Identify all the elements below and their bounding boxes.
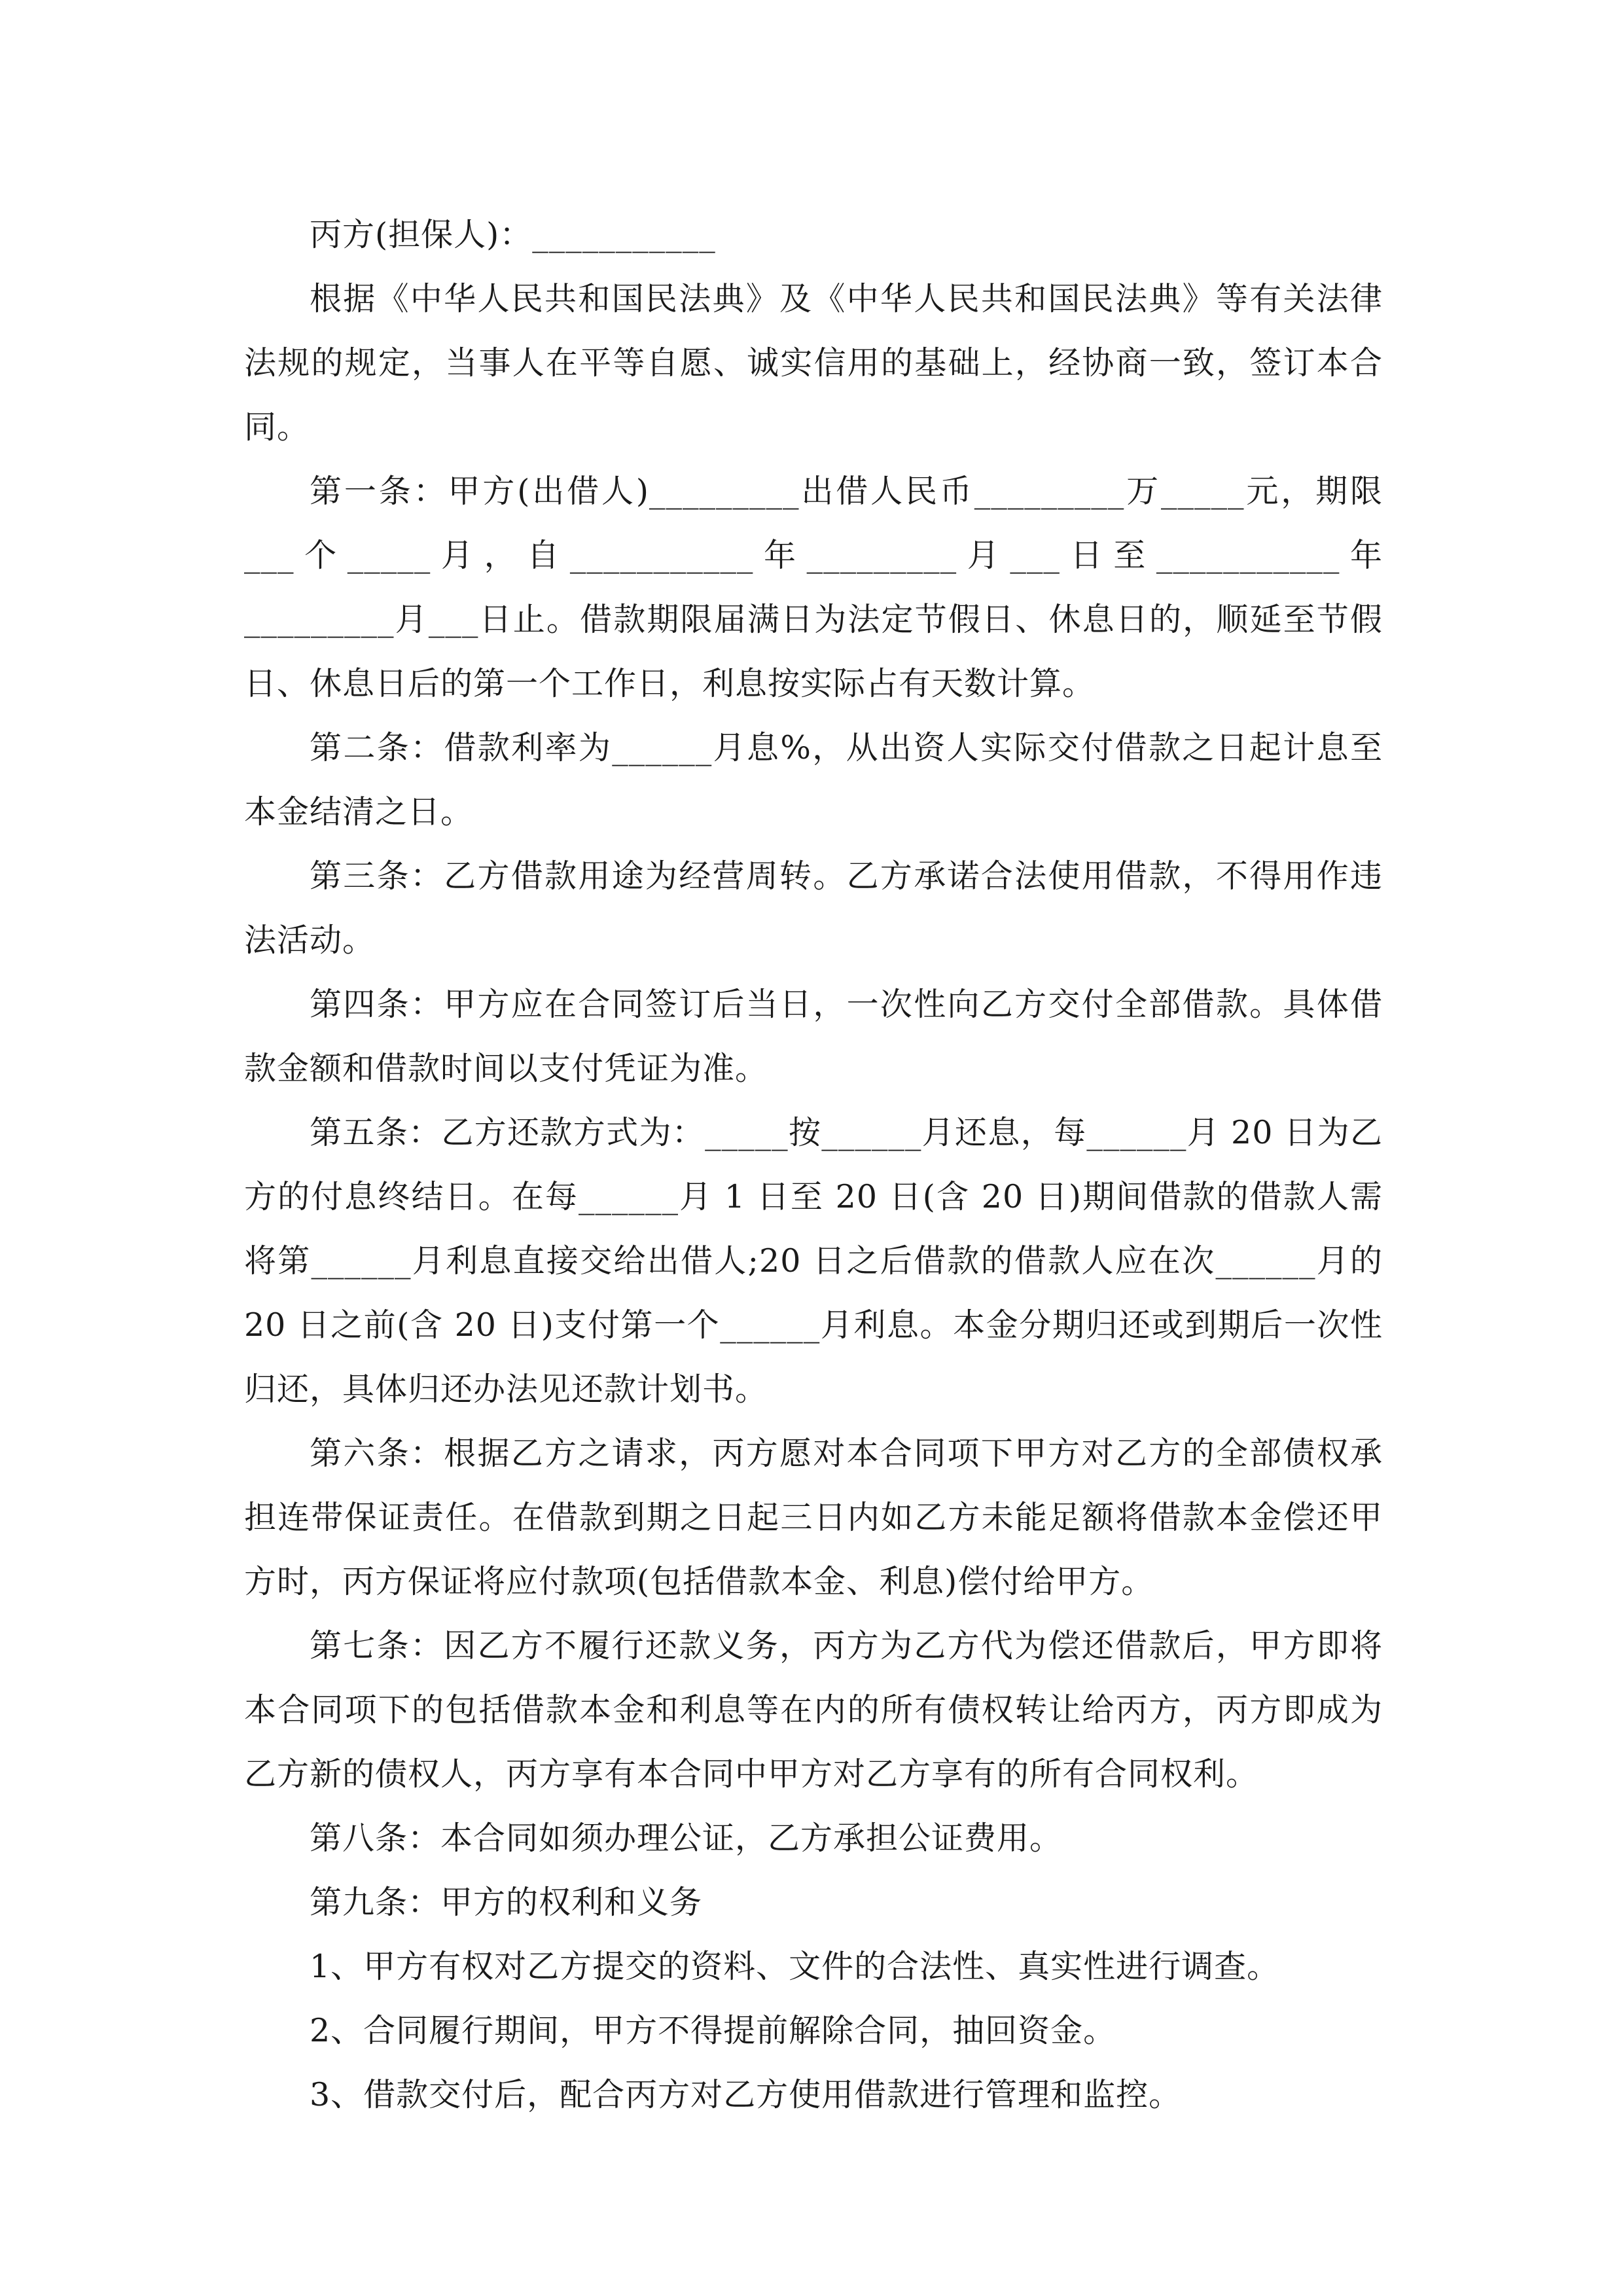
article-5: 第五条：乙方还款方式为：_____按______月还息，每______月 20 日为乙方的付息终结日。在每______月 1 日至 20 日(含 20 日)期间借款的借款人需将第______月利息直接交给出借人;20 日之后借款的借款人应在次______月的 20 日之前(含 20 日)支付第一个______月利息。本金分期归还或到期后一次性归还，具体归还办法见还款计划书。 xyxy=(244,1114,1383,1408)
article-9-item-1: 1、甲方有权对乙方提交的资料、文件的合法性、真实性进行调查。 xyxy=(310,1948,1280,1985)
article-4: 第四条：甲方应在合同签订后当日，一次性向乙方交付全部借款。具体借款金额和借款时间以支付凭证为准。 xyxy=(244,986,1383,1087)
article-7: 第七条：因乙方不履行还款义务，丙方为乙方代为偿还借款后，甲方即将本合同项下的包括借款本金和利息等在内的所有债权转让给丙方，丙方即成为乙方新的债权人，丙方享有本合同中甲方对乙方享有的所有合同权利。 xyxy=(244,1627,1383,1793)
article-8: 第八条：本合同如须办理公证，乙方承担公证费用。 xyxy=(310,1820,1063,1857)
article-9-item-3: 3、借款交付后，配合丙方对乙方使用借款进行管理和监控。 xyxy=(310,2076,1182,2113)
article-1: 第一条：甲方(出借人)_________出借人民币_________万_____元，期限___个_____月，自___________年_________月___日至___________年_________月___日止。借款期限届满日为法定节假日、休息日的，顺延至节假日、休息日后的第一个工作日，利息按实际占有天数计算。 xyxy=(244,473,1383,702)
contract-page xyxy=(244,203,1383,2127)
article-2: 第二条：借款利率为______月息%，从出资人实际交付借款之日起计息至本金结清之日。 xyxy=(244,729,1383,831)
article-9-heading: 第九条：甲方的权利和义务 xyxy=(310,1884,703,1921)
article-9-item-2: 2、合同履行期间，甲方不得提前解除合同，抽回资金。 xyxy=(310,2012,1116,2049)
guarantor-line: 丙方(担保人)：___________ xyxy=(310,216,716,253)
article-3: 第三条：乙方借款用途为经营周转。乙方承诺合法使用借款，不得用作违法活动。 xyxy=(244,857,1383,959)
article-6: 第六条：根据乙方之请求，丙方愿对本合同项下甲方对乙方的全部债权承担连带保证责任。在借款到期之日起三日内如乙方未能足额将借款本金偿还甲方时，丙方保证将应付款项(包括借款本金、利息)偿付给甲方。 xyxy=(244,1435,1383,1600)
preamble-paragraph: 根据《中华人民共和国民法典》及《中华人民共和国民法典》等有关法律法规的规定，当事人在平等自愿、诚实信用的基础上，经协商一致，签订本合同。 xyxy=(244,280,1383,446)
